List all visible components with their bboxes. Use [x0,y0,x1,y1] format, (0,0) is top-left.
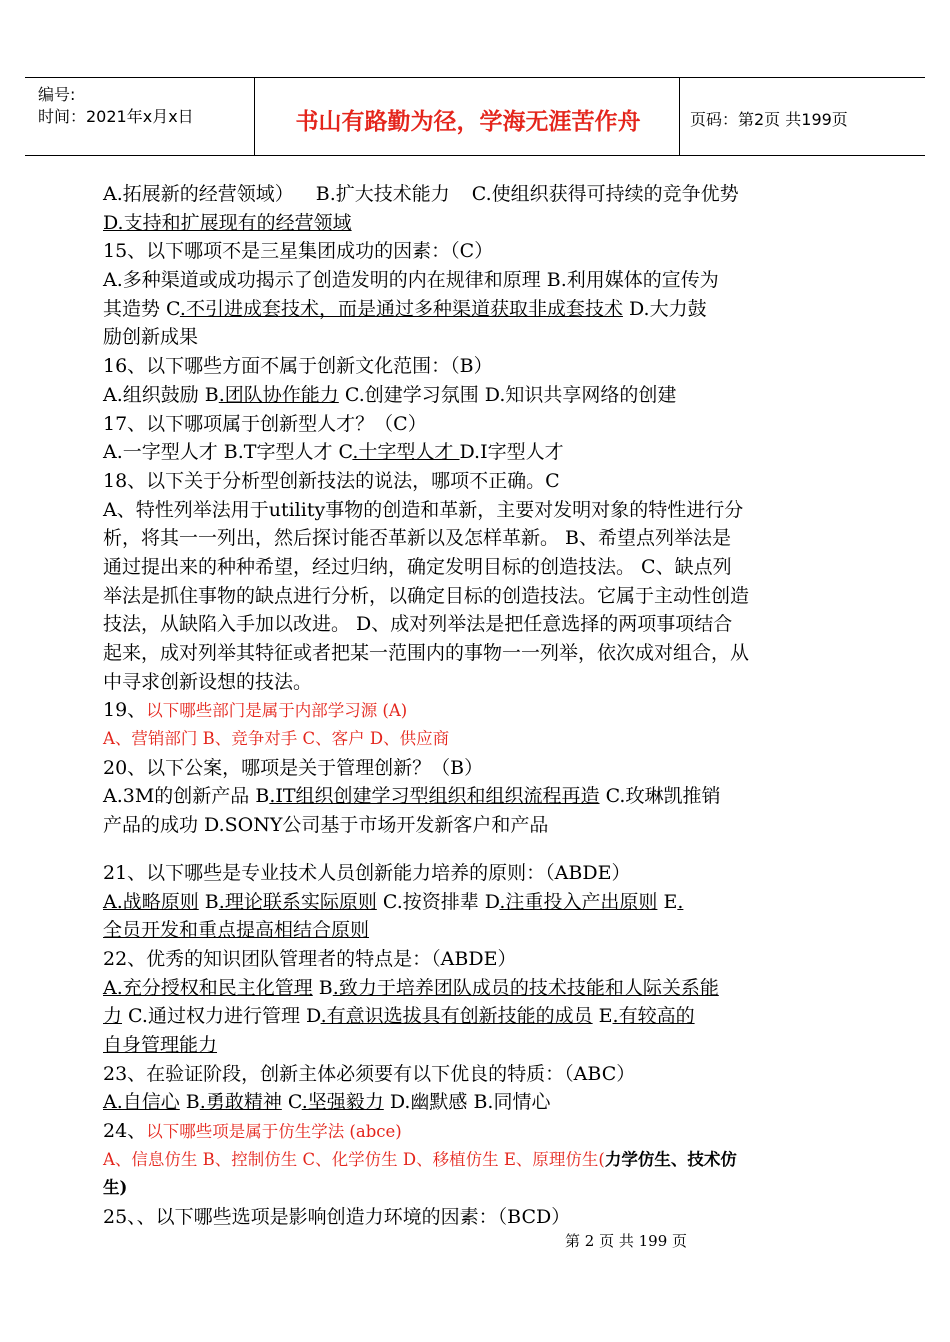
text-line: 中寻求创新设想的技法。 [103,670,313,693]
question-17: 17、以下哪项属于创新型人才？（C） [103,412,427,435]
text-line: D.支持和扩展现有的经营领域 [103,211,352,234]
text-line: 产品的成功 D.SONY公司基于市场开发新客户和产品 [103,814,549,837]
question-16: 16、以下哪些方面不属于创新文化范围：（B） [103,355,493,378]
header-divider-left [254,77,255,156]
answer-24: A、信息仿生 B、控制仿生 C、化学仿生 D、移植仿生 E、原理仿生(力学仿生、技术仿 [103,1149,737,1169]
answer-19: A、营销部门 B、竞争对手 C、客户 D、供应商 [103,729,450,749]
text-line: 其造势 C.不引进成套技术，而是通过多种渠道获取非成套技术 D.大力鼓 [103,297,707,320]
text-line: A.自信心 B.勇敢精神 C.坚强毅力 D.幽默感 B.同情心 [103,1091,551,1114]
text-line: 力 C.通过权力进行管理 D.有意识选拔具有创新技能的成员 E.有较高的 [103,1005,695,1028]
question-20: 20、以下公案，哪项是关于管理创新？（B） [103,756,484,779]
text-line: 自身管理能力 [103,1033,218,1056]
page-footer: 第 2 页 共 199 页 [565,1232,688,1250]
header-bottom-rule [25,155,925,156]
text-line: A.战略原则 B.理论联系实际原则 C.按资排辈 D.注重投入产出原则 E. [103,890,684,913]
header-top-rule [25,77,925,78]
document-body [103,180,848,1232]
header-motto: 书山有路勤为径，学海无涯苦作舟 [295,109,641,135]
text-line: 励创新成果 [103,326,199,349]
question-22: 22、优秀的知识团队管理者的特点是：（ABDE） [103,947,517,970]
text-line: A.3M的创新产品 B.IT组织创建学习型组织和组织流程再造 C.玫琳凯推销 [103,785,721,808]
text-line: A.一字型人才 B.T字型人才 C.十字型人才 D.I字型人才 [103,441,564,464]
question-21: 21、以下哪些是专业技术人员创新能力培养的原则：（ABDE） [103,861,631,884]
document-number-label: 编号: [38,85,76,104]
text-line: 析，将其一一列出，然后探讨能否革新以及怎样革新。 B、希望点列举法是 [103,527,732,550]
question-23: 23、在验证阶段，创新主体必须要有以下优良的特质：（ABC） [103,1062,636,1085]
header-meta [38,84,194,128]
question-25: 25、、以下哪些选项是影响创造力环境的因素：（BCD） [103,1206,571,1229]
question-24: 24、以下哪些项是属于仿生学法 (abce) [103,1120,402,1142]
question-19: 19、以下哪些部门是属于内部学习源 (A) [103,699,408,722]
text-line: 技法，从缺陷入手加以改进。 D、成对列举法是把任意选择的两项事项结合 [103,613,733,636]
text-line: 生) [103,1178,128,1198]
text-line: A.拓展新的经营领域） B.扩大技术能力 C.使组织获得可持续的竞争优势 [103,183,739,205]
text-line: A.组织鼓励 B.团队协作能力 C.创建学习氛围 D.知识共享网络的创建 [103,383,677,406]
text-line: A.多种渠道或成功揭示了创造发明的内在规律和原理 B.利用媒体的宣传为 [103,269,719,292]
text-line: 举法是抓住事物的缺点进行分析，以确定目标的创造技法。它属于主动性创造 [103,584,750,607]
blank-line [103,840,848,859]
text-line: 全员开发和重点提高相结合原则 [103,919,370,942]
text-line: A、特性列举法用于utility事物的创造和革新，主要对发明对象的特性进行分 [103,498,744,521]
question-15: 15、以下哪项不是三星集团成功的因素：（C） [103,240,494,263]
question-18: 18、以下关于分析型创新技法的说法，哪项不正确。C [103,469,560,492]
text-line: 通过提出来的种种希望，经过归纳，确定发明目标的创造技法。 C、缺点列 [103,555,732,578]
text-line: 起来，成对列举其特征或者把某一范围内的事物一一列举，依次成对组合，从 [103,642,750,664]
document-time-label: 时间：2021年x月x日 [38,107,194,126]
text-line: A.充分授权和民主化管理 B.致力于培养团队成员的技术技能和人际关系能 [103,976,719,999]
header-page-info: 页码：第2页 共199页 [690,110,848,129]
